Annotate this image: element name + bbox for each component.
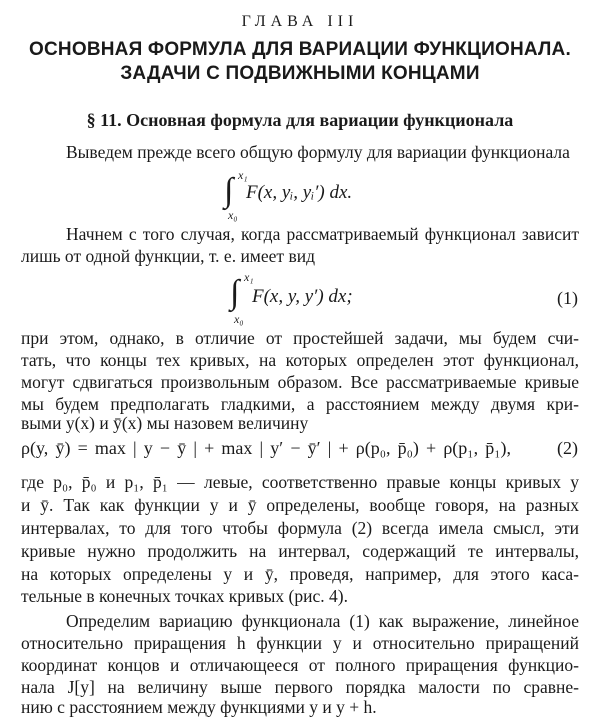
paragraph-line: тельные в конечных точках кривых (рис. 4). xyxy=(21,586,348,606)
integral-lower-limit: x₀ xyxy=(228,208,238,222)
paragraph-line: и ȳ. Так как функции y и ȳ определены, вообще говоря, на разных xyxy=(21,495,579,515)
paragraph-line: относительно приращения h функции y и относительно приращений xyxy=(21,633,579,653)
integral-upper-limit: x₁ xyxy=(244,270,254,284)
paragraph-line: где p₀, p̄₀ и p₁, p̄₁ — левые, соответственно правые концы кривых y xyxy=(21,472,579,492)
section-heading: § 11. Основная формула для вариации функционала xyxy=(86,110,514,130)
integral-sign: ∫ xyxy=(230,274,240,311)
chapter-title xyxy=(0,38,600,86)
paragraph-line: нала J[y] на величину выше первого порядка малости по сравне- xyxy=(21,677,579,697)
equation-number: (2) xyxy=(557,438,578,458)
formula-integral-general xyxy=(224,168,424,222)
paragraph-line: координат концов и отличающееся от полного приращения функцио- xyxy=(21,655,579,675)
paragraph-line: Определим вариацию функционала (1) как выражение, линейное xyxy=(66,611,579,631)
integral-upper-limit: x₁ xyxy=(238,168,248,182)
paragraph-line: нию с расстоянием между функциями y и y + h. xyxy=(21,697,377,717)
formula-distance: ρ(y, ȳ) = max | y − ȳ | + max | y′ − ȳ′ | + ρ(p₀, p̄₀) + ρ(p₁, p̄₁), xyxy=(21,438,511,458)
integral-sign: ∫ xyxy=(224,172,234,209)
paragraph-line: мы будем предполагать гладкими, а расстоянием между двумя кри- xyxy=(21,394,579,414)
paragraph-line: Начнем с того случая, когда рассматриваемый функционал зависит xyxy=(66,224,579,244)
paragraph-line: выми y(x) и ȳ(x) мы назовем величину xyxy=(21,413,309,433)
formula-body: F(x, y, y′) dx; xyxy=(252,286,353,307)
chapter-title-line-2: ЗАДАЧИ С ПОДВИЖНЫМИ КОНЦАМИ xyxy=(120,63,480,84)
paragraph-line: при этом, однако, в отличие от простейшей задачи, мы будем счи- xyxy=(21,328,579,348)
paragraph-line: кривые нужно продолжить на интервал, содержащий те интервалы, xyxy=(21,541,579,561)
paragraph-line: могут сдвигаться произвольным образом. Все рассматриваемые кривые xyxy=(21,372,579,392)
integral-lower-limit: x₀ xyxy=(234,312,244,326)
paragraph-line: лишь от одной функции, т. е. имеет вид xyxy=(21,246,315,266)
equation-number: (1) xyxy=(557,288,578,308)
formula-body: F(x, yᵢ, yᵢ′) dx. xyxy=(246,182,353,203)
paragraph-line: Выведем прежде всего общую формулу для вариации функционала xyxy=(66,142,570,162)
formula-integral-one-function xyxy=(230,270,430,326)
paragraph-line: тать, что концы тех кривых, на которых определен этот функционал, xyxy=(21,350,579,370)
paragraph-line: на которых определены y и ȳ, проведя, например, для этого каса- xyxy=(21,564,579,584)
chapter-heading: ГЛАВА III xyxy=(241,13,359,30)
chapter-title-line-1: ОСНОВНАЯ ФОРМУЛА ДЛЯ ВАРИАЦИИ ФУНКЦИОНАЛА. xyxy=(29,39,571,60)
paragraph-line: интервалах, то для того чтобы формула (2) всегда имела смысл, эти xyxy=(21,518,579,538)
